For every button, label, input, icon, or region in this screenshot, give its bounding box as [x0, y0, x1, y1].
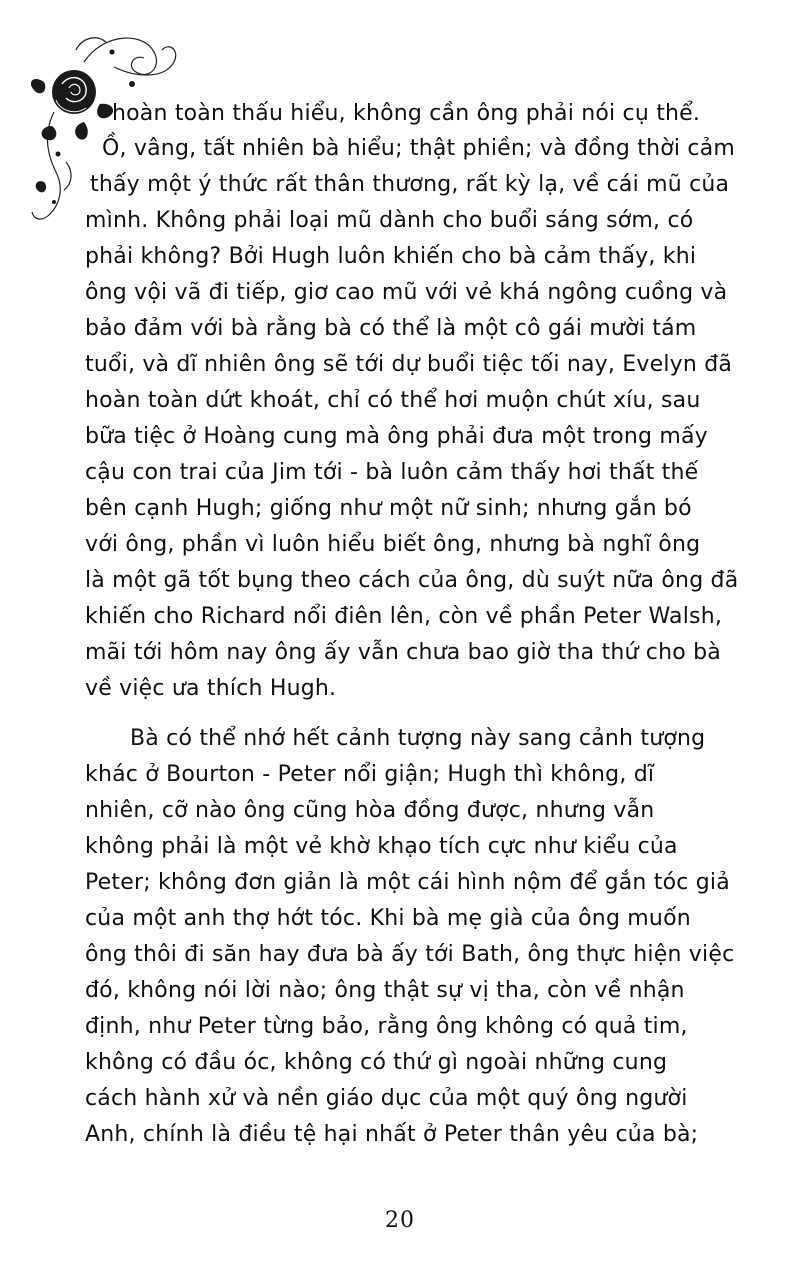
text-line: không có đầu óc, không có thứ gì ngoài những cung — [85, 1050, 668, 1075]
text-line: định, như Peter từng bảo, rằng ông không có quả tim, — [85, 1014, 688, 1039]
text-line: khác ở Bourton - Peter nổi giận; Hugh thì không, dĩ — [85, 762, 655, 787]
text-line: ông thôi đi săn hay đưa bà ấy tới Bath, ông thực hiện việc — [85, 942, 735, 967]
text-line: ông vội vã đi tiếp, giơ cao mũ với vẻ khá ngông cuồng và — [85, 280, 728, 305]
text-line: bảo đảm với bà rằng bà có thể là một cô gái mười tám — [85, 316, 697, 341]
text-line: hoàn toàn thấu hiểu, không cần ông phải nói cụ thể. — [112, 101, 701, 126]
text-line: không phải là một vẻ khờ khạo tích cực như kiểu của — [85, 834, 678, 859]
text-line: khiến cho Richard nổi điên lên, còn về phần Peter Walsh, — [85, 604, 723, 629]
text-line: Bà có thể nhớ hết cảnh tượng này sang cảnh tượng — [130, 726, 706, 751]
text-line: bên cạnh Hugh; giống như một nữ sinh; nhưng gắn bó — [85, 496, 692, 521]
text-line: bữa tiệc ở Hoàng cung mà ông phải đưa một trong mấy — [85, 424, 708, 449]
text-line: nhiên, cỡ nào ông cũng hòa đồng được, nhưng vẫn — [85, 798, 655, 823]
text-line: của một anh thợ hớt tóc. Khi bà mẹ già của ông muốn — [85, 906, 691, 931]
text-line: mãi tới hôm nay ông ấy vẫn chưa bao giờ tha thứ cho bà — [85, 640, 721, 665]
text-line: Peter; không đơn giản là một cái hình nộm để gắn tóc giả — [85, 870, 730, 895]
text-line: thấy một ý thức rất thân thương, rất kỳ lạ, về cái mũ của — [90, 172, 730, 197]
text-line: về việc ưa thích Hugh. — [85, 676, 337, 701]
text-line: hoàn toàn dứt khoát, chỉ có thể hơi muộn chút xíu, sau — [85, 388, 701, 413]
text-line: mình. Không phải loại mũ dành cho buổi sáng sớm, có — [85, 208, 694, 233]
text-line: đó, không nói lời nào; ông thật sự vị tha, còn về nhận — [85, 978, 685, 1003]
text-line: Ồ, vâng, tất nhiên bà hiểu; thật phiền; và đồng thời cảm — [102, 136, 736, 161]
page-number: 20 — [385, 1208, 415, 1233]
text-line: với ông, phần vì luôn hiểu biết ông, nhưng bà nghĩ ông — [85, 532, 701, 557]
text-line: cách hành xử và nền giáo dục của một quý ông người — [85, 1086, 688, 1111]
text-line: cậu con trai của Jim tới - bà luôn cảm thấy hơi thất thế — [85, 460, 699, 485]
text-line: Anh, chính là điều tệ hại nhất ở Peter thân yêu của bà; — [85, 1122, 699, 1147]
text-line: tuổi, và dĩ nhiên ông sẽ tới dự buổi tiệc tối nay, Evelyn đã — [85, 352, 733, 377]
text-line: phải không? Bởi Hugh luôn khiến cho bà cảm thấy, khi — [85, 244, 697, 269]
text-line: là một gã tốt bụng theo cách của ông, dù suýt nữa ông đã — [85, 568, 739, 593]
